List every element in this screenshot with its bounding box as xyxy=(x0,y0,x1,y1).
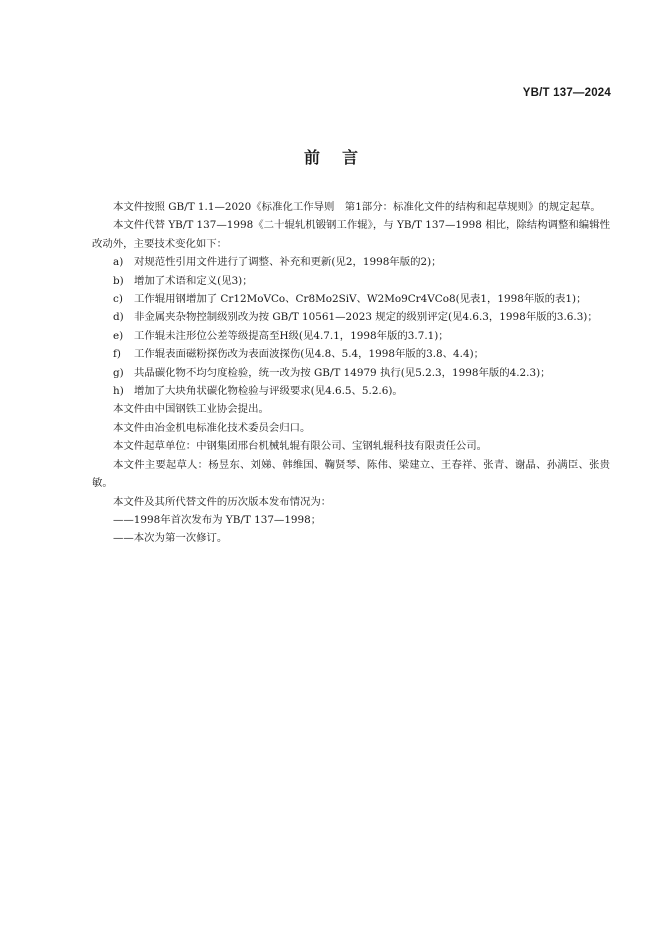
list-item xyxy=(92,290,610,308)
item-mark: a) xyxy=(113,256,124,269)
item-text: 非金属夹杂物控制级别改为按 GB/T 10561—2023 规定的级别评定(见4.6.3，1998年版的3.6.3)； xyxy=(134,311,598,324)
paragraph-replacement: 本文件代替 YB/T 137—1998《二十辊轧机锻钢工作辊》，与 YB/T 137—1998 相比，除结构调整和编辑性改动外，主要技术变化如下： xyxy=(92,219,610,250)
item-mark: e) xyxy=(113,329,124,342)
foreword-body xyxy=(92,198,610,548)
list-item xyxy=(92,364,610,382)
item-text: 增加了大块角状碳化物检验与评级要求(见4.6.5、5.2.6)。 xyxy=(134,385,403,398)
list-item xyxy=(92,272,610,290)
history-item: ——1998年首次发布为 YB/T 137—1998； xyxy=(113,513,322,526)
list-item xyxy=(92,253,610,271)
paragraph-history-intro: 本文件及其所代替文件的历次版本发布情况为： xyxy=(113,495,332,508)
item-mark: d) xyxy=(113,311,124,324)
standard-code: YB/T 137—2024 xyxy=(522,87,611,99)
page-title: 前言 xyxy=(303,148,380,167)
list-item xyxy=(92,345,610,363)
item-text: 工作辊未注形位公差等级提高至H级(见4.7.1，1998年版的3.7.1)； xyxy=(134,329,449,342)
paragraph-drafting-units: 本文件起草单位：中钢集团邢台机械轧辊有限公司、宝钢轧辊科技有限责任公司。 xyxy=(113,440,488,453)
changes-list xyxy=(92,253,610,400)
list-item xyxy=(92,382,610,400)
history-item: ——本次为第一次修订。 xyxy=(113,532,228,545)
paragraph-drafters: 本文件主要起草人：杨昱东、刘娣、韩维国、鞠贤琴、陈伟、梁建立、王春祥、张青、谢晶、孙满臣、张贵敏。 xyxy=(92,458,610,490)
item-text: 增加了术语和定义(见3)； xyxy=(134,274,253,287)
list-item xyxy=(92,327,610,345)
item-text: 工作辊用钢增加了 Cr12MoVCo、Cr8Mo2SiV、W2Mo9Cr4VCo8(见表1，1998年版的表1)； xyxy=(134,293,587,306)
item-text: 共晶碳化物不均匀度检验，统一改为按 GB/T 14979 执行(见5.2.3，1998年版的4.2.3)； xyxy=(134,366,551,379)
paragraph-drafting-rules: 本文件按照 GB/T 1.1—2020《标准化工作导则 第1部分：标准化文件的结构和起草规则》的规定起草。 xyxy=(113,201,601,213)
item-text: 工作辊表面磁粉探伤改为表面波探伤(见4.8、5.4，1998年版的3.8、4.4)； xyxy=(134,348,485,361)
item-mark: b) xyxy=(113,274,124,287)
item-mark: c) xyxy=(113,293,123,306)
paragraph-committee: 本文件由冶金机电标准化技术委员会归口。 xyxy=(113,421,311,434)
item-mark: g) xyxy=(113,366,124,379)
paragraph-proposer: 本文件由中国钢铁工业协会提出。 xyxy=(113,403,269,416)
list-item xyxy=(92,308,610,326)
item-mark: f) xyxy=(113,348,121,361)
item-text: 对规范性引用文件进行了调整、补充和更新(见2，1998年版的2)； xyxy=(134,256,442,269)
item-mark: h) xyxy=(113,385,124,398)
